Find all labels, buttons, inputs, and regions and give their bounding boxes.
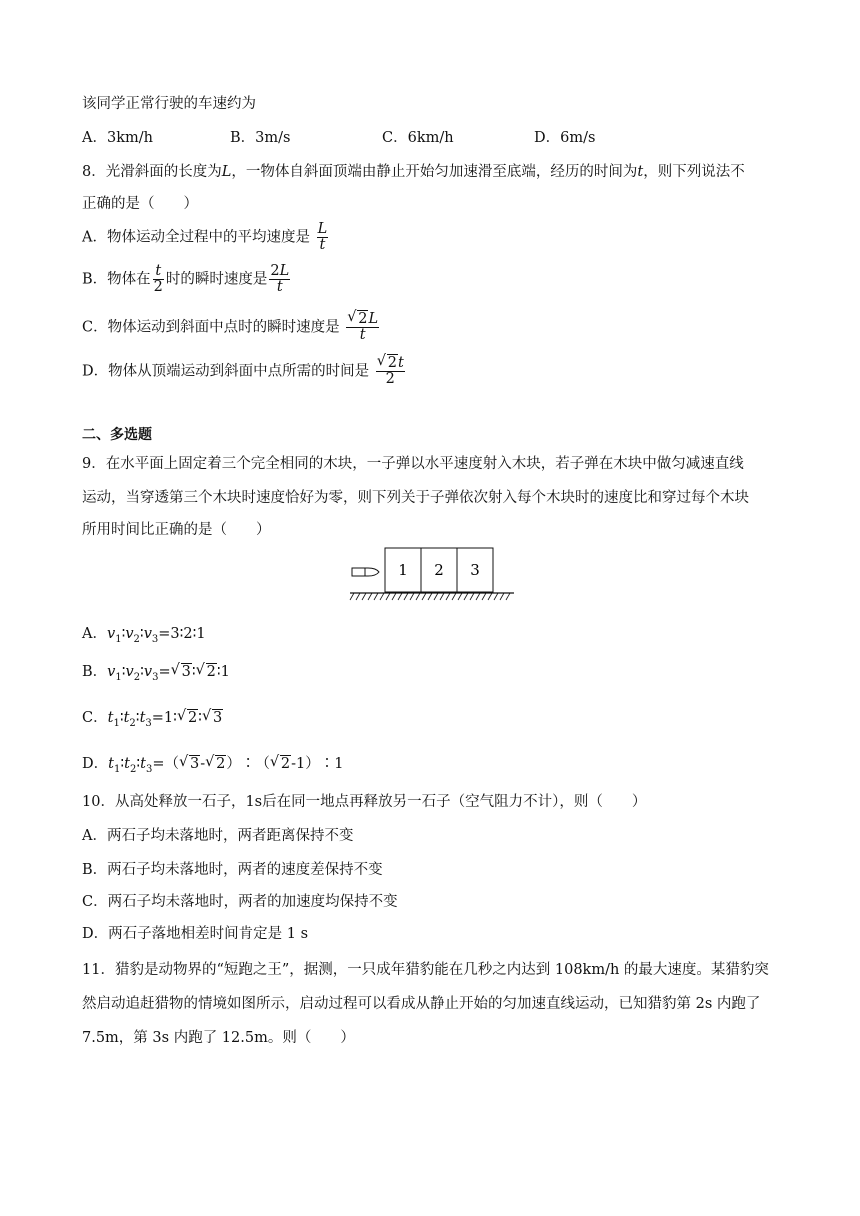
- q11-stem-line1: 11．猎豹是动物界的“短跑之王”，据测，一只成年猎豹能在几秒之内达到 108km/h 的最大速度。某猎豹突: [82, 962, 769, 978]
- fraction-sqrt2l-over-t: √ $\frac{2L}{t}$: [346, 312, 379, 343]
- fraction-l-over-t: $\frac{L}{t}$: [317, 221, 328, 253]
- q8-option-c[interactable]: [82, 312, 381, 343]
- q7-option-b[interactable]: B．3m/s: [230, 130, 291, 146]
- q8-option-b[interactable]: [82, 264, 292, 295]
- q10-option-a[interactable]: A．两石子均未落地时，两者距离保持不变: [82, 828, 354, 844]
- q8-var-t: t: [637, 164, 644, 180]
- q8-stem-b: ，一物体自斜面顶端由静止开始匀加速滑至底端，经历的时间为: [231, 164, 638, 180]
- q9-option-a[interactable]: A．$v_1∶v_2∶v_3=3∶2∶1$: [82, 626, 206, 645]
- q10-option-d[interactable]: D．两石子落地相差时间肯定是 1 s: [82, 926, 309, 942]
- q9-option-d-label: D．: [82, 756, 109, 772]
- q7-options: [82, 126, 782, 146]
- q9-option-a-value: =3∶2∶1: [158, 626, 206, 642]
- q8-option-a[interactable]: [82, 222, 330, 253]
- q8-stem-line2: 正确的是（ ）: [82, 196, 198, 212]
- q9-option-b[interactable]: B．$v_1∶v_2∶v_3=√$ 3∶√ 2∶1: [82, 660, 230, 683]
- q7-option-c[interactable]: C．6km/h: [382, 130, 454, 146]
- q8-stem-a: 8．光滑斜面的长度为: [82, 164, 222, 180]
- q10-stem: 10．从高处释放一石子，1s后在同一地点再释放另一石子（空气阻力不计），则（ ）: [82, 794, 647, 810]
- q8-option-d-text: D．物体从顶端运动到斜面中点所需的时间是: [82, 363, 370, 380]
- fraction-sqrt2t-over-2: √ $\frac{2t}{2}$: [376, 356, 405, 387]
- q8-stem-line1: [82, 160, 745, 181]
- q10-option-b[interactable]: B．两石子均未落地时，两者的速度差保持不变: [82, 862, 383, 878]
- q7-tail-text: 该同学正常行驶的车速约为: [82, 96, 256, 112]
- ground-hatch: [350, 593, 510, 600]
- fraction-2l-over-t: $\frac{2L}{t}$: [270, 263, 290, 295]
- q9-option-b-label: B．: [82, 664, 108, 680]
- q9-option-d[interactable]: D．$t_1∶t_2∶t_3=(√$ 3-√ 2）∶（√ 2-1）∶1: [82, 752, 343, 775]
- q9-stem-line1: 9．在水平面上固定着三个完全相同的木块，一子弹以水平速度射入木块，若子弹在木块中做匀减速直线: [82, 456, 744, 472]
- q11-stem-line3: 7.5m，第 3s 内跑了 12.5m。则（ ）: [82, 1030, 355, 1046]
- q8-option-a-text: A．物体运动全过程中的平均速度是: [82, 229, 310, 246]
- q9-option-c[interactable]: C．$t_1∶t_2∶t_3=1∶√$ 2∶√ 3: [82, 706, 223, 729]
- q8-option-b-text: B．物体在: [82, 271, 151, 288]
- fraction-t-over-2: $\frac{t}{2}$: [153, 263, 163, 295]
- block-label-3: 3: [470, 561, 480, 579]
- q8-option-d[interactable]: [82, 356, 407, 387]
- q10-option-c[interactable]: C．两石子均未落地时，两者的加速度均保持不变: [82, 894, 398, 910]
- q7-option-a[interactable]: A．3km/h: [82, 130, 153, 146]
- q9-option-a-label: A．: [82, 626, 107, 642]
- q9-stem-line2: 运动，当穿透第三个木块时速度恰好为零，则下列关于子弹依次射入每个木块时的速度比和穿过每个木块: [82, 490, 749, 506]
- q9-stem-line3: 所用时间比正确的是（ ）: [82, 522, 271, 538]
- section-heading-multiple-choice: 二、多选题: [82, 427, 152, 443]
- q11-stem-line2: 然启动追赶猎物的情境如图所示，启动过程可以看成从静止开始的匀加速直线运动，已知猎豹第 2s 内跑了: [82, 996, 761, 1012]
- block-label-1: 1: [398, 561, 408, 579]
- q9-option-c-label: C．: [82, 710, 108, 726]
- q7-option-d[interactable]: D．6m/s: [534, 130, 596, 146]
- q8-stem-c: ，则下列说法不: [643, 164, 745, 180]
- q8-option-b-mid: 时的瞬时速度是: [165, 271, 268, 288]
- q8-var-l: L: [221, 164, 232, 180]
- bullet-blocks-diagram: [348, 543, 518, 605]
- q8-option-c-text: C．物体运动到斜面中点时的瞬时速度是: [82, 319, 340, 336]
- block-label-2: 2: [434, 561, 444, 579]
